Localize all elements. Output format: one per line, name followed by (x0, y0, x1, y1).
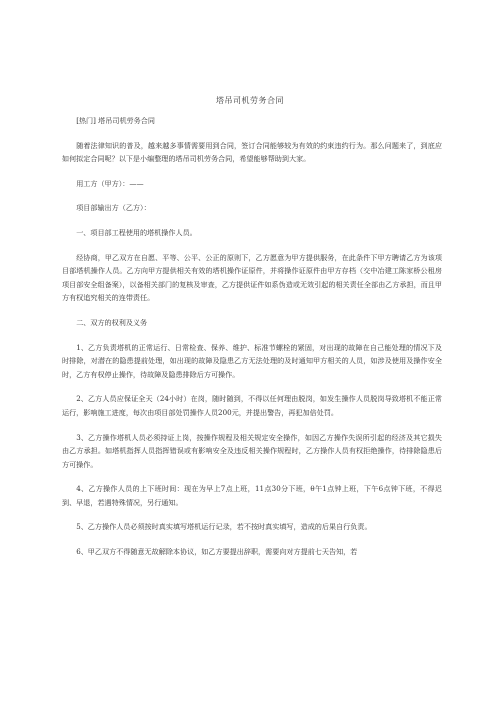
clause-5: 5、乙方操作人员必须按时真实填写塔机运行记录，若不按时真实填写，造成的后果自行负责。 (76, 522, 372, 532)
clause-1: 1、乙方负责塔机的正常运行、日常检查、保养、维护、标准节螺栓的紧固，对出现的故障在自己能处理的情况下及时排除，对潜在的隐患提前处理，如出现的故障及隐患乙方无法处理的及时通知甲方相关的人员，如涉及使用及操作安全时，乙方有权停止操作，待故障及隐患排除后方可操作。 (62, 342, 442, 379)
section-heading-2: 二、双方的权利及义务 (76, 317, 148, 327)
paragraph-hot-title: [热门] 塔吊司机劳务合同 (76, 116, 155, 125)
section-heading-1: 一、项目部工程使用的塔机操作人员。 (76, 227, 197, 237)
paragraph-party-a: 用工方（甲方）：—— (76, 178, 144, 188)
clause-4: 4、乙方操作人员的上下班时间：现在为早上7点上班，11点30分下班，θ午1点钟上班，下午6点钟下班，不得迟到、早退，若遇特殊情况，另行通知。 (62, 484, 442, 507)
document-body (62, 114, 442, 570)
document-title: 塔吊司机劳务合同 (216, 96, 284, 105)
paragraph-agreement: 经协商，甲乙双方在自愿、平等、公平、公正的原则下，乙方愿意为甲方提供服务，在此条件下甲方聘请乙方为该项目部塔机操作人员。乙方向甲方提供相关有效的塔机操作证原件，并将操作证原件由甲方存档（交中冶建工陈家桥公租房项目部安全组备案），以备相关部门的复核及审查，乙方提供证件如系伪造或无效引起的相关责任全部由乙方承担，而且甲方有权追究相关的连带责任。 (62, 252, 442, 303)
clause-2: 2、乙方人员应保证全天（24小时）在岗，随时随到，不得以任何理由脱岗，如发生操作人员脱岗导致塔机不能正常运行，影响施工进度，每次由项目部处罚操作人员200元，并提出警告，再犯加倍处罚。 (62, 394, 442, 417)
clause-6: 6、甲乙双方不得随意无故解除本协议，如乙方要提出辞职，需要向对方提前七天告知，若 (76, 547, 358, 557)
paragraph-party-b: 项目部输出方（乙方）： (76, 203, 151, 213)
clause-3: 3、乙方操作塔机人员必须持证上岗，按操作规程及相关规定安全操作，如因乙方操作失误所引起的经济及其它损失由乙方承担。如塔机指挥人员指挥错误或有影响安全及违反相关操作规程时，乙方操作人员有权拒绝操作，待排除隐患后方可操作。 (62, 432, 442, 469)
paragraph-intro: 随着法律知识的普及，越来越多事情需要用到合同，签订合同能够较为有效的约束违约行为。那么问题来了，到底应如何拟定合同呢？以下是小编整理的塔吊司机劳务合同，希望能够帮助到大家。 (62, 140, 442, 164)
